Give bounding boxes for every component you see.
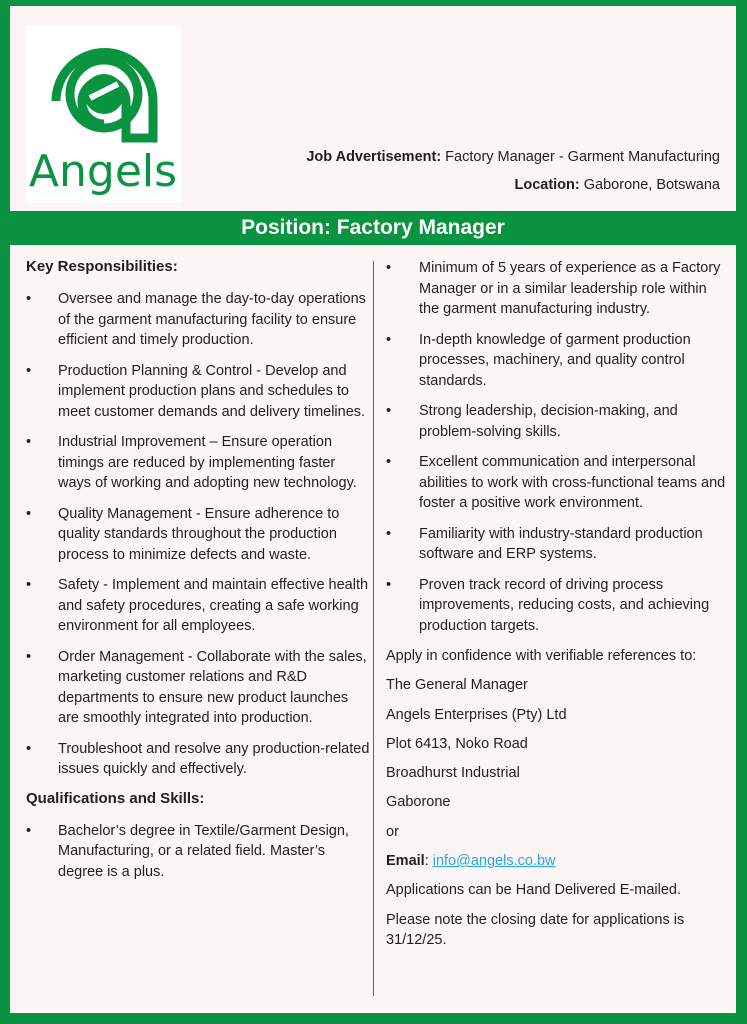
list-item: • Oversee and manage the day-to-day operations of the garment manufacturing facility to ensure efficient and timely production. [26,291,366,348]
list-item: • Familiarity with industry-standard production software and ERP systems. [386,525,703,562]
list-item: • Proven track record of driving process improvements, reducing costs, and achieving production targets. [386,576,710,634]
list-item: • Production Planning & Control - Develop and implement production plans and schedules to meet customer demands and delivery timelines. [26,362,366,420]
list-item: • In-depth knowledge of garment production processes, machinery, and quality control standards. [386,331,691,389]
job-ad-value: Factory Manager - Garment Manufacturing [441,149,720,165]
address-line: The General Manager [386,677,528,694]
address-line: Gaborone [386,794,451,811]
address-line: Plot 6413, Noko Road [386,735,528,752]
location-value: Gaborone, Botswana [579,177,720,193]
angels-logo-icon [26,26,181,203]
closing-note: Please note the closing date for applications is 31/12/25. [386,911,685,948]
column-divider [373,261,374,996]
job-ad-label: Job Advertisement: [306,149,442,165]
bullet-icon: • [26,434,32,450]
delivery-note: Applications can be Hand Delivered E-mailed. [386,882,681,899]
bullet-icon: • [386,525,392,542]
list-item: • Safety - Implement and maintain effective health and safety procedures, creating a safe working environment for all employees. [26,577,369,634]
bullet-icon: • [26,740,32,757]
list-item: • Quality Management - Ensure adherence to quality standards throughout the production process to minimize defects and waste. [26,505,340,563]
qualifications-list-left [26,821,371,883]
responsibilities-heading: Key Responsibilities: [26,258,178,275]
bullet-icon: • [386,403,392,419]
apply-intro: Apply in confidence with verifiable references to: [386,648,697,664]
location-line [514,177,720,193]
email-line: Email: info@angels.co.bw [386,853,556,870]
bullet-icon: • [26,577,32,593]
email-label: Email [386,853,425,870]
address-line: Broadhurst Industrial [386,765,520,782]
list-item: • Bachelor’s degree in Textile/Garment Design, Manufacturing, or a related field. Master’s degree is a plus. [26,822,349,880]
list-item: • Industrial Improvement – Ensure operation timings are reduced by implementing faster ways of working and adopting new technology. [26,434,357,491]
location-label: Location: [514,177,580,193]
bullet-icon: • [26,362,32,379]
left-column [26,258,371,892]
bullet-icon: • [386,454,392,470]
list-item: • Order Management - Collaborate with the sales, marketing customer relations and R&D departments to ensure new product launches are smoothly integrated into production. [26,648,367,726]
bullet-icon: • [386,331,392,348]
job-ad-line [306,149,720,165]
job-advertisement-page [10,6,736,1013]
qualifications-list-right [386,258,726,636]
svg-text:Angels: Angels [28,146,178,197]
list-item: • Strong leadership, decision-making, and problem-solving skills. [386,403,678,440]
bullet-icon: • [26,505,32,522]
bullet-icon: • [386,260,392,276]
position-banner: Position: Factory Manager [10,211,736,245]
or-text: or [386,823,399,840]
list-item: • Troubleshoot and resolve any production-related issues quickly and effectively. [26,740,370,777]
address-line: Angels Enterprises (Pty) Ltd [386,706,567,723]
bullet-icon: • [26,648,32,665]
list-item: • Excellent communication and interpersonal abilities to work with cross-functional teams and foster a positive work environment. [386,454,726,511]
bullet-icon: • [26,291,32,307]
responsibilities-list [26,289,371,780]
right-column [386,258,726,959]
qualifications-heading: Qualifications and Skills: [26,789,205,807]
email-link[interactable]: info@angels.co.bw [432,853,556,870]
bullet-icon: • [386,576,392,593]
bullet-icon: • [26,822,32,839]
list-item: • Minimum of 5 years of experience as a Factory Manager or in a similar leadership role within the garment manufacturing industry. [386,260,721,317]
angels-logo [26,26,181,203]
